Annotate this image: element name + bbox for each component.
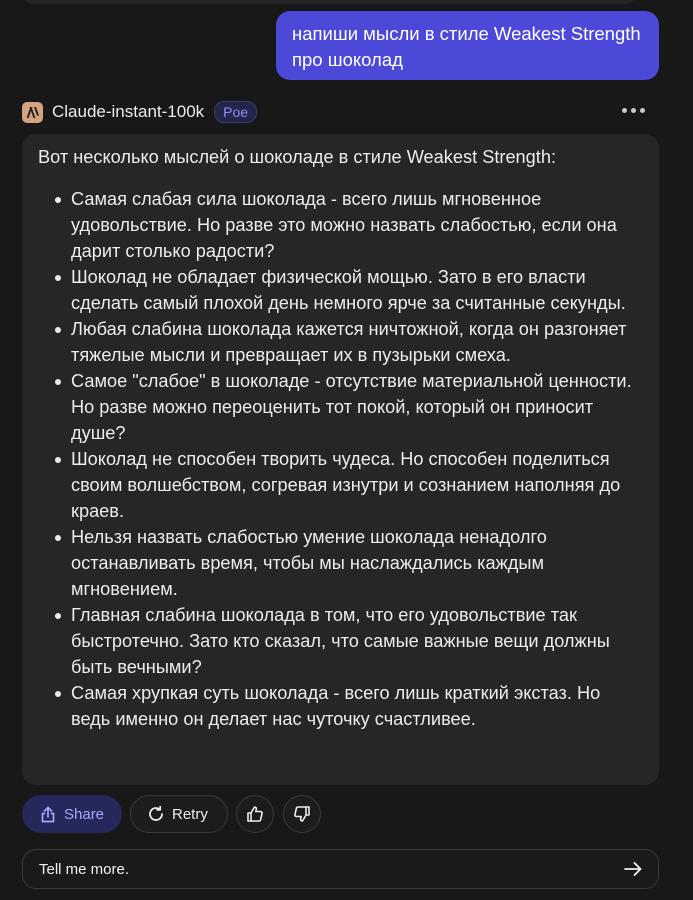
list-item: Нельзя назвать слабостью умение шоколада ненадолго останавливать время, чтобы мы наслаждались каждым мгновением. — [38, 524, 641, 602]
more-options-button[interactable] — [622, 102, 645, 119]
list-item: Самое "слабое" в шоколаде - отсутствие материальной ценности. Но разве можно переоценить тот покой, который он приносит душе? — [38, 368, 641, 446]
share-label: Share — [64, 805, 105, 823]
like-button[interactable] — [236, 795, 274, 833]
send-button[interactable] — [622, 858, 644, 880]
list-item: Шоколад не обладает физической мощью. Зато в его власти сделать самый плохой день немного ярче за считанные секунды. — [38, 264, 641, 316]
share-button[interactable] — [22, 795, 122, 833]
more-dots-icon — [622, 108, 627, 113]
message-actions — [22, 795, 330, 833]
arrow-right-icon — [623, 861, 643, 877]
message-input[interactable] — [39, 861, 622, 878]
more-dots-icon — [640, 108, 645, 113]
user-message — [276, 11, 659, 80]
bot-avatar[interactable] — [22, 102, 43, 123]
list-item: Самая слабая сила шоколада - всего лишь мгновенное удовольствие. Но разве это можно назвать слабостью, если она дарит столько радости? — [38, 186, 641, 264]
bot-message-intro: Вот несколько мыслей о шоколаде в стиле Weakest Strength: — [38, 147, 557, 167]
retry-button[interactable] — [130, 795, 228, 833]
message-composer — [22, 849, 659, 889]
list-item: Любая слабина шоколада кажется ничтожной, когда он разгоняет тяжелые мысли и превращает их в пузырьки смеха. — [38, 316, 641, 368]
more-dots-icon — [631, 108, 636, 113]
bot-header — [22, 99, 659, 125]
previous-message-edge — [22, 0, 638, 4]
bot-message-list — [38, 186, 641, 732]
anthropic-logo-icon — [26, 107, 39, 118]
user-message-text: напиши мысли в стиле Weakest Strength про шоколад — [292, 23, 641, 70]
share-icon — [40, 806, 56, 823]
bot-message — [22, 134, 659, 785]
thumbs-up-icon — [246, 805, 264, 823]
bot-name[interactable]: Claude-instant-100k — [52, 102, 205, 121]
bot-badge: Poe — [214, 101, 257, 123]
thumbs-down-icon — [293, 805, 311, 823]
retry-icon — [147, 805, 165, 823]
list-item: Самая хрупкая суть шоколада - всего лишь краткий экстаз. Но ведь именно он делает нас чуточку счастливее. — [38, 680, 641, 732]
list-item: Шоколад не способен творить чудеса. Но способен поделиться своим волшебством, согревая изнутри и сознанием наполняя до краев. — [38, 446, 641, 524]
dislike-button[interactable] — [283, 795, 321, 833]
list-item: Главная слабина шоколада в том, что его удовольствие так быстротечно. Зато кто сказал, что самые важные вещи должны быть вечными? — [38, 602, 641, 680]
retry-label: Retry — [172, 805, 208, 823]
